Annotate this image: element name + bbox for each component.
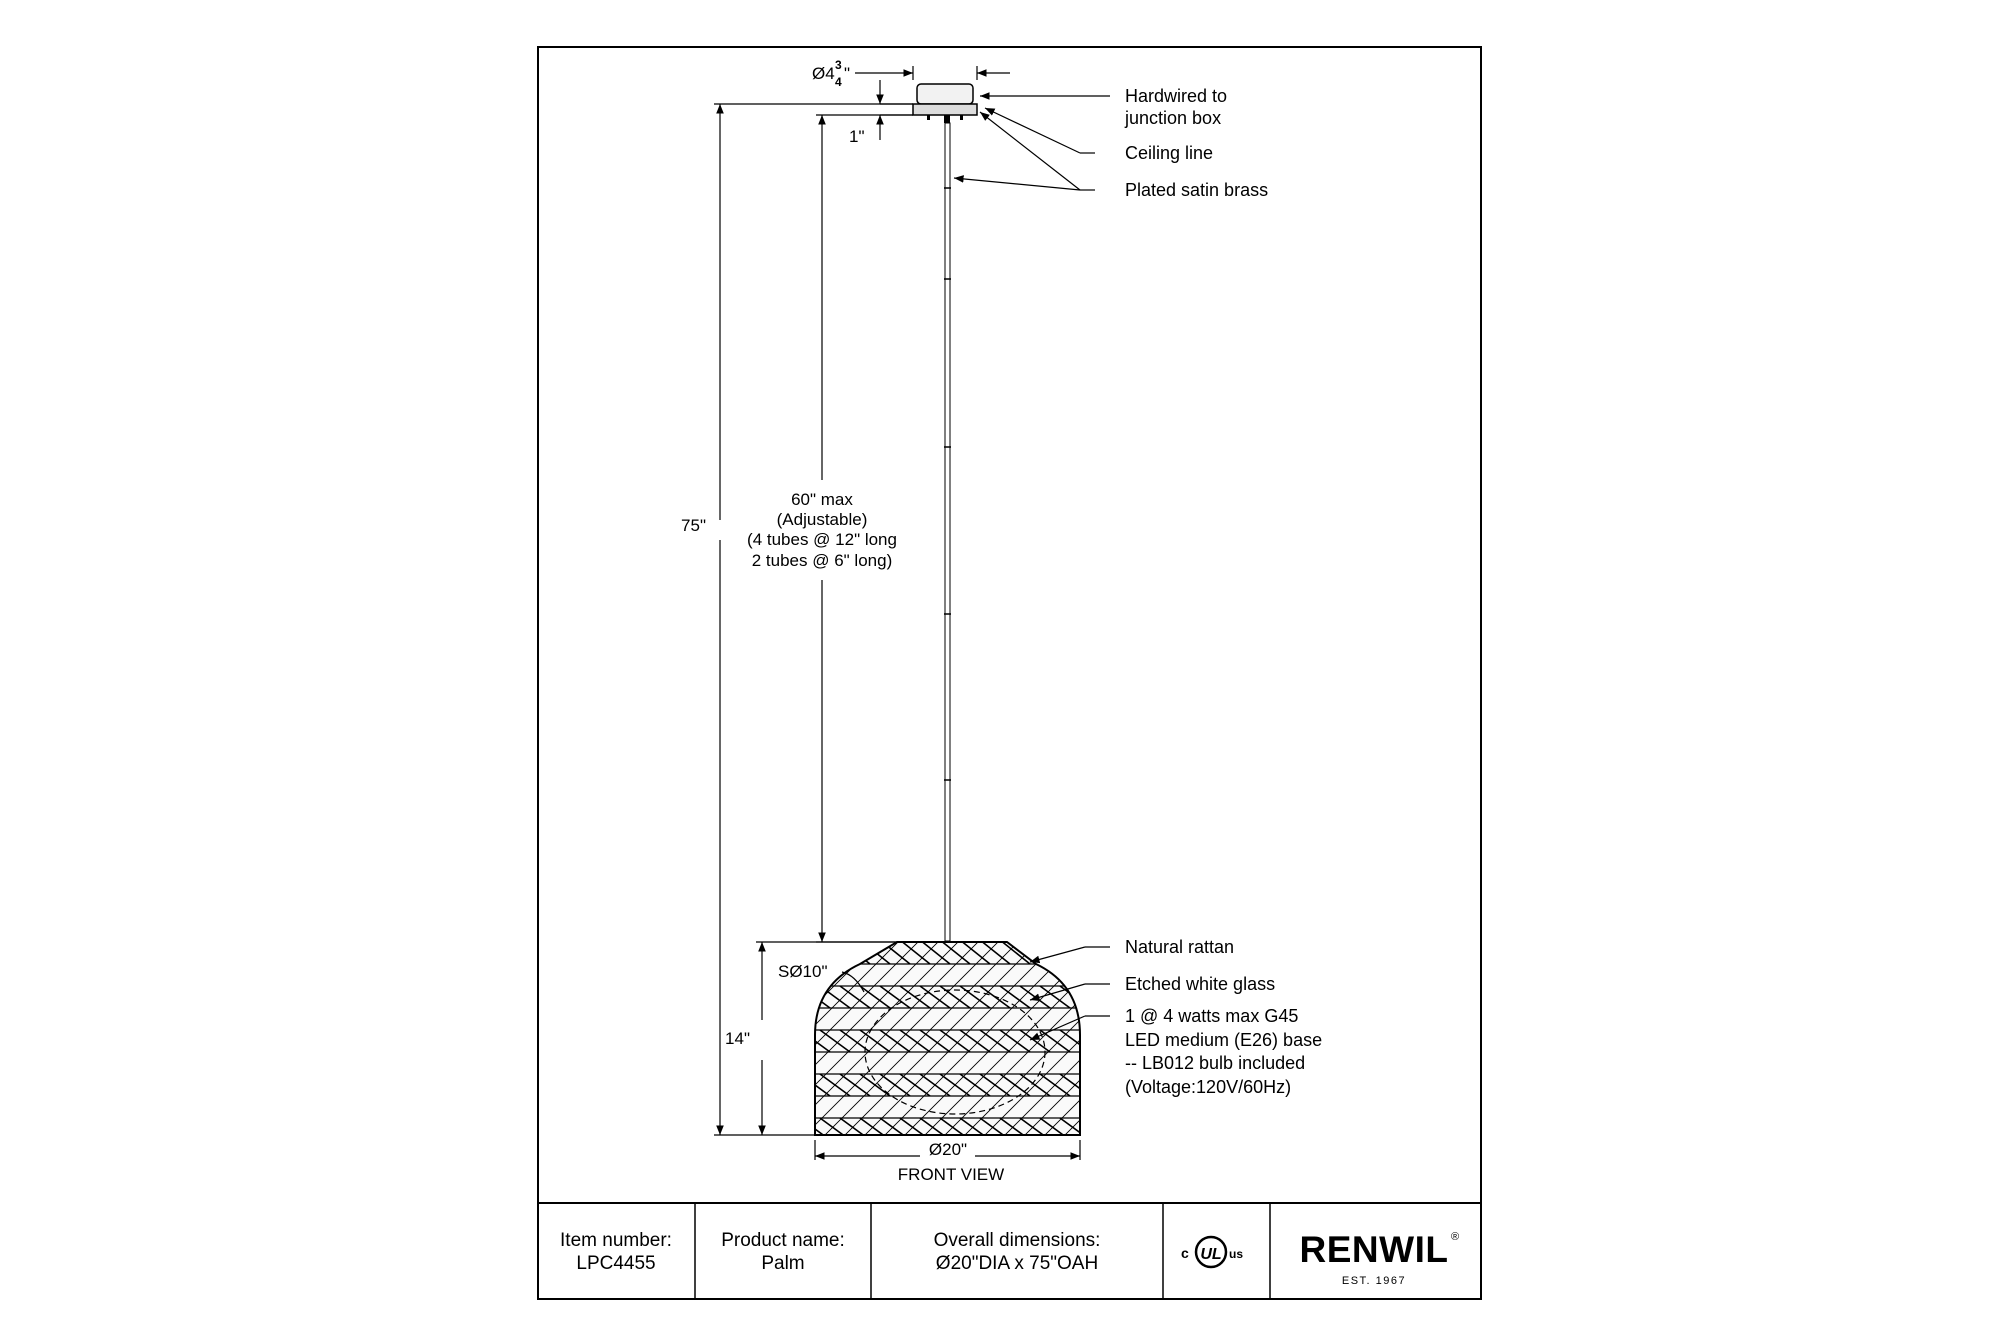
product-name-value: Palm (761, 1253, 805, 1274)
callout-shade-material: Natural rattan (1125, 937, 1235, 957)
callout-junction-line-1: Hardwired to (1125, 86, 1228, 106)
stem-max-line-4: 2 tubes @ 6" long) (751, 551, 893, 570)
item-number-label: Item number: (560, 1230, 672, 1251)
canopy-diameter-denominator: 4 (835, 75, 842, 89)
svg-text:UL: UL (1200, 1246, 1222, 1263)
shade-top-diameter-label: SØ10" (778, 962, 828, 981)
product-name-label: Product name: (721, 1230, 845, 1251)
callout-junction-line-2: junction box (1125, 108, 1222, 128)
callout-leaders (954, 96, 1110, 1040)
stem-max-line-2: (Adjustable) (776, 510, 868, 529)
canopy-diameter-numerator: 3 (835, 58, 842, 72)
cul-us-listed-icon (1181, 1237, 1243, 1267)
overall-height-label: 75" (681, 516, 706, 535)
overall-dimensions-label: Overall dimensions: (933, 1230, 1101, 1251)
callout-ceiling-line: Ceiling line (1125, 143, 1214, 163)
brand-name: RENWIL (1299, 1229, 1449, 1270)
brand-established: EST. 1967 (1341, 1275, 1407, 1287)
stem (944, 123, 951, 941)
callout-bulb-line-4: (Voltage:120V/60Hz) (1125, 1077, 1292, 1097)
callout-bulb-line-1: 1 @ 4 watts max G45 (1125, 1006, 1299, 1026)
shade-diameter-label: Ø20" (928, 1140, 968, 1159)
brand-registered-mark: ® (1451, 1231, 1460, 1243)
canopy-diameter-label: Ø4 (812, 64, 835, 83)
item-number-value: LPC4455 (576, 1253, 656, 1274)
renwil-logo (1300, 1229, 1460, 1287)
callout-finish: Plated satin brass (1125, 180, 1269, 200)
svg-text:c: c (1181, 1245, 1189, 1261)
canopy (913, 84, 977, 123)
callout-bulb-line-3: -- LB012 bulb included (1125, 1053, 1306, 1073)
shade-height-label: 14" (725, 1029, 750, 1048)
overall-dimensions-value: Ø20"DIA x 75"OAH (935, 1253, 1099, 1274)
callout-diffuser: Etched white glass (1125, 974, 1276, 994)
callout-bulb-line-2: LED medium (E26) base (1125, 1030, 1323, 1050)
canopy-height-label: 1" (849, 127, 865, 146)
canopy-diameter-unit: " (844, 64, 851, 83)
stem-max-line-1: 60" max (791, 490, 853, 509)
stem-max-line-3: (4 tubes @ 12" long (747, 530, 897, 549)
svg-text:us: us (1229, 1247, 1244, 1261)
view-label: FRONT VIEW (897, 1165, 1005, 1184)
